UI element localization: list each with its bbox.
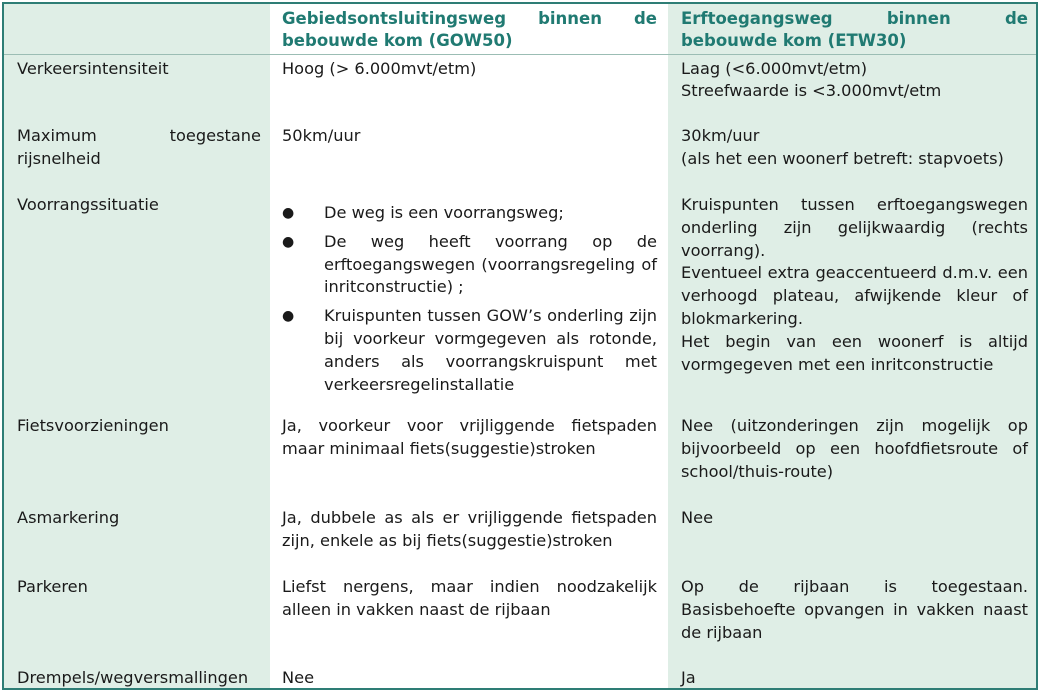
etw-cell bbox=[668, 122, 1036, 191]
etw-cell bbox=[668, 191, 1036, 412]
etw-cell bbox=[668, 664, 1036, 690]
bullet-list bbox=[282, 202, 657, 396]
row-label: Voorrangssituatie bbox=[4, 191, 270, 412]
bullet-icon: ● bbox=[282, 205, 295, 221]
cell-text: De weg heeft voorrang op de erftoegangswegen (voorrangsregeling of inritconstructie) ; bbox=[324, 231, 657, 297]
cell-text: 30km/uur bbox=[681, 126, 760, 145]
list-item bbox=[282, 202, 657, 225]
list-item bbox=[282, 305, 657, 396]
gow-cell bbox=[270, 54, 668, 122]
row-label: Verkeersintensiteit bbox=[4, 54, 270, 122]
cell-text: Het begin van een woonerf is altijd vormgegeven met een inritconstructie bbox=[681, 331, 1028, 374]
row-label: Drempels/wegversmallingen bbox=[4, 664, 270, 690]
cell-text: Kruispunten tussen erftoegangswegen onderling zijn gelijkwaardig (rechts voorrang). bbox=[681, 195, 1028, 260]
header-gow50: Gebiedsontsluitingsweg binnen de bebouwde kom (GOW50) bbox=[270, 4, 668, 54]
header-etw30: Erftoegangsweg binnen de bebouwde kom (ETW30) bbox=[668, 4, 1036, 54]
gow-cell bbox=[270, 573, 668, 664]
row-label: Fietsvoorzieningen bbox=[4, 412, 270, 504]
etw-cell bbox=[668, 573, 1036, 664]
etw-cell bbox=[668, 504, 1036, 573]
cell-text: Ja bbox=[681, 668, 696, 687]
table-row bbox=[4, 664, 1036, 690]
cell-text: Kruispunten tussen GOW’s onderling zijn bij voorkeur vormgegeven als rotonde, anders als voorrangskruispunt met verkeersregelinstallatie bbox=[324, 306, 657, 394]
cell-text: Streefwaarde is <3.000mvt/etm bbox=[681, 81, 942, 101]
etw-cell bbox=[668, 54, 1036, 122]
header-row bbox=[4, 4, 1036, 54]
gow-cell bbox=[270, 191, 668, 412]
row-label: Maximum toegestane rijsnelheid bbox=[4, 122, 270, 191]
table-row bbox=[4, 191, 1036, 412]
row-label: Parkeren bbox=[4, 573, 270, 664]
cell-text: Ja, dubbele as als er vrijliggende fietspaden zijn, enkele as bij fiets(suggestie)stroken bbox=[282, 508, 657, 550]
cell-text: Nee bbox=[681, 508, 714, 527]
table-row bbox=[4, 54, 1036, 122]
cell-text: De weg is een voorrangsweg; bbox=[324, 203, 564, 222]
cell-text: Liefst nergens, maar indien noodzakelijk alleen in vakken naast de rijbaan bbox=[282, 577, 657, 619]
cell-text: Nee (uitzonderingen zijn mogelijk op bijvoorbeeld op een hoofdfietsroute of school/thuis-route) bbox=[681, 416, 1028, 481]
cell-text: Eventueel extra geaccentueerd d.m.v. een verhoogd plateau, afwijkende kleur of blokmarkering. bbox=[681, 263, 1028, 328]
table-row bbox=[4, 412, 1036, 504]
cell-text: Op de rijbaan is toegestaan. Basisbehoefte opvangen in vakken naast de rijbaan bbox=[681, 577, 1028, 642]
cell-text: (als het een woonerf betreft: stapvoets) bbox=[681, 148, 1004, 168]
table-row bbox=[4, 122, 1036, 191]
table-row bbox=[4, 573, 1036, 664]
cell-text: 50km/uur bbox=[282, 126, 361, 145]
bullet-icon: ● bbox=[282, 233, 295, 250]
header-empty-cell bbox=[4, 4, 270, 54]
table-row bbox=[4, 504, 1036, 573]
cell-text: Ja, voorkeur voor vrijliggende fietspaden maar minimaal fiets(suggestie)stroken bbox=[282, 416, 657, 458]
gow-cell bbox=[270, 504, 668, 573]
cell-text: Hoog (> 6.000mvt/etm) bbox=[282, 58, 477, 78]
gow-cell bbox=[270, 412, 668, 504]
row-label: Asmarkering bbox=[4, 504, 270, 573]
comparison-table-frame bbox=[2, 2, 1038, 690]
gow-cell bbox=[270, 664, 668, 690]
bullet-icon: ● bbox=[282, 308, 295, 325]
gow-cell bbox=[270, 122, 668, 191]
cell-text: Nee bbox=[282, 668, 315, 687]
cell-text: Laag (<6.000mvt/etm) bbox=[681, 58, 868, 78]
etw-cell bbox=[668, 412, 1036, 504]
road-comparison-table bbox=[4, 4, 1036, 690]
list-item bbox=[282, 231, 657, 299]
